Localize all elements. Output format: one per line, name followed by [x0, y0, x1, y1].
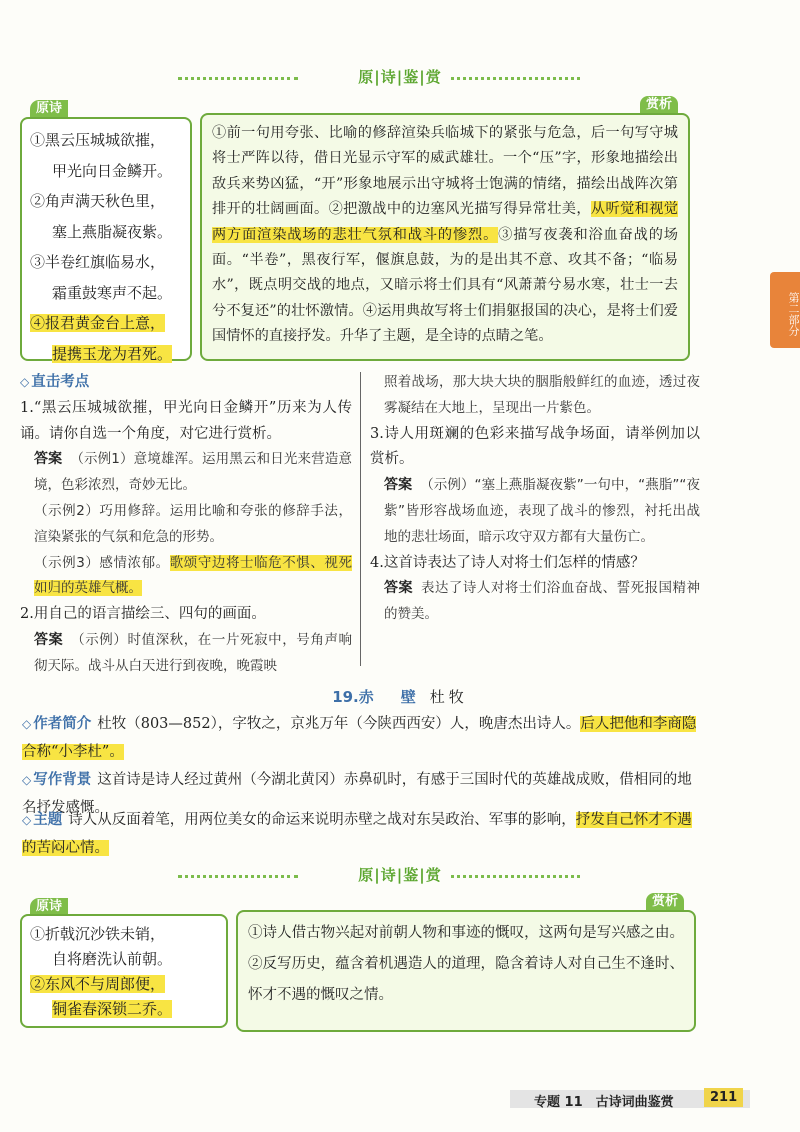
appreciation-label: 赏析 [646, 893, 684, 911]
answer-label: 答案 [384, 580, 413, 597]
poem-title: 赤 壁 [358, 688, 422, 706]
question-2: 2.用自己的语言描绘三、四句的画面。 [20, 606, 266, 623]
poem-line: ③半卷红旗临易水， [30, 253, 166, 271]
diamond-icon: ◇ [22, 813, 32, 827]
poem-label: 原诗 [30, 100, 68, 118]
poem-line: 甲光向日金鳞开。 [52, 161, 173, 180]
page-number: 211 [704, 1088, 743, 1107]
section-divider-1 [0, 66, 800, 90]
poem-19-title [0, 686, 800, 707]
poem-label: 原诗 [30, 898, 68, 916]
poem-line: 塞上燕脂凝夜紫。 [52, 222, 173, 241]
poem-line: ②角声满天秋色里， [30, 192, 166, 210]
poem-author: 杜牧 [429, 688, 468, 706]
poem-line: 自将磨洗认前朝。 [52, 950, 173, 968]
page-footer [0, 1088, 800, 1110]
diamond-icon: ◇ [22, 773, 32, 787]
author-intro [22, 710, 702, 766]
question-3: 3.诗人用斑斓的色彩来描写战争场面，请举例加以赏析。 [370, 425, 700, 468]
poem-line: ①折戟沉沙铁未销， [30, 925, 166, 943]
poem-line: 铜雀春深锁二乔。 [52, 1000, 173, 1018]
poem-line: ②东风不与周郎便， [30, 975, 166, 993]
author-intro-label: 作者简介 [33, 716, 92, 732]
answer-1-example-2: （示例2）巧用修辞。运用比喻和夸张的修辞手法，渲染紧张的气氛和危急的形势。 [34, 502, 352, 545]
appreciation-box [200, 113, 690, 361]
answer-1-example-3-highlight: 歌颂守边将士临危不惧、视死如归的英雄气概。 [34, 554, 353, 597]
appreciation-text: ①前一句用夸张、比喻的修辞渲染兵临城下的紧张与危急，后一句写守城将士严阵以待，借日光显示守军的威武雄壮。一个“压”字，形象地描绘出敌兵来势凶猛，“开”形象地展示出守城将士饱满的情绪，描绘出战阵次第排开的壮阔画面。②把激战中的边塞风光描写得异常壮美， [212, 125, 678, 218]
poem-line: ①黑云压城城欲摧， [30, 131, 166, 149]
answer-2-part-1: （示例）时值深秋，在一片死寂中，号角声响彻天际。战斗从白天进行到夜晚，晚霞映 [34, 631, 353, 674]
question-1: 1.“黑云压城城欲摧，甲光向日金鳞开”历来为人传诵。请你自选一个角度，对它进行赏析。 [20, 399, 352, 442]
question-4: 4.这首诗表达了诗人对将士们怎样的情感？ [370, 554, 645, 571]
questions-right-column [370, 370, 700, 628]
theme [22, 806, 702, 862]
theme-highlight: 抒发自己怀才不遇的苦闷心情。 [22, 812, 692, 856]
answer-3: （示例）“塞上燕脂凝夜紫”一句中，“燕脂”“夜紫”皆形容战场血迹，表现了战斗的惨烈，衬托出战地的悲壮场面，暗示攻守双方都有大量伤亡。 [384, 477, 700, 545]
questions-heading: 直击考点 [31, 374, 90, 390]
answer-1-example-1: （示例1）意境雄浑。运用黑云和日光来营造意境，色彩浓烈，奇妙无比。 [34, 451, 352, 494]
writing-background-text: 这首诗是诗人经过黄州（今湖北黄冈）赤鼻矶时，有感于三国时代的英雄战成败，借相同的地名抒发感慨。 [22, 772, 692, 816]
answer-label: 答案 [384, 477, 413, 494]
theme-text: 诗人从反面着笔，用两位美女的命运来说明赤壁之战对东吴政治、军事的影响， [68, 812, 576, 828]
diamond-icon: ◇ [22, 717, 32, 731]
writing-background-label: 写作背景 [33, 772, 92, 788]
part-side-tab: 第二部分 [770, 272, 800, 348]
diamond-icon: ◇ [20, 375, 30, 389]
section-header: 原|诗|鉴|赏 [352, 864, 447, 885]
poem-line: ④报君黄金台上意， [30, 314, 166, 332]
answer-label: 答案 [34, 631, 64, 648]
appreciation-box [236, 910, 696, 1032]
section-divider-2 [0, 864, 800, 888]
theme-label: 主题 [33, 812, 63, 828]
answer-2-part-2: 照着战场，那大块大块的胭脂般鲜红的血迹，透过夜雾凝结在大地上，呈现出一片紫色。 [384, 374, 700, 416]
answer-4: 表达了诗人对将士们浴血奋战、誓死报国精神的赞美。 [384, 580, 701, 623]
poem-number: 19. [332, 688, 359, 706]
answer-1-example-3: （示例3）感情浓郁。 [34, 554, 170, 571]
appreciation-text: ①诗人借古物兴起对前朝人物和事迹的慨叹，这两句是写兴感之由。②反写历史，蕴含着机遇造人的道理，隐含着诗人对自己生不逢时、怀才不遇的慨叹之情。 [248, 925, 684, 1003]
questions-left-column [20, 370, 352, 680]
footer-topic: 专题 11 古诗词曲鉴赏 [534, 1095, 674, 1110]
author-intro-text: 杜牧（803—852），字牧之，京兆万年（今陕西西安）人，晚唐杰出诗人。 [97, 716, 581, 732]
section-header: 原|诗|鉴|赏 [352, 66, 447, 87]
column-divider [360, 372, 361, 666]
author-intro-highlight: 后人把他和李商隐合称“小李杜”。 [22, 716, 697, 760]
appreciation-text: ③描写夜袭和浴血奋战的场面。“半卷”，黑夜行军，偃旗息鼓，为的是出其不意、攻其不备；“临易水”，既点明交战的地点，又暗示将士们具有“风萧萧兮易水寒，壮士一去兮不复还”的壮怀激情。④运用典故写将士们捐躯报国的决心，是将士们爱国情怀的直接抒发。升华了主题，是全诗的点睛之笔。 [212, 226, 678, 345]
poem-line: 霜重鼓寒声不起。 [52, 283, 173, 302]
poem-line: 提携玉龙为君死。 [52, 344, 173, 363]
poem-box [20, 117, 192, 361]
answer-label: 答案 [34, 451, 63, 468]
poem-box [20, 914, 228, 1028]
appreciation-label: 赏析 [640, 96, 678, 114]
appreciation-highlight: 从听觉和视觉两方面渲染战场的悲壮气氛和战斗的惨烈。 [212, 201, 678, 243]
